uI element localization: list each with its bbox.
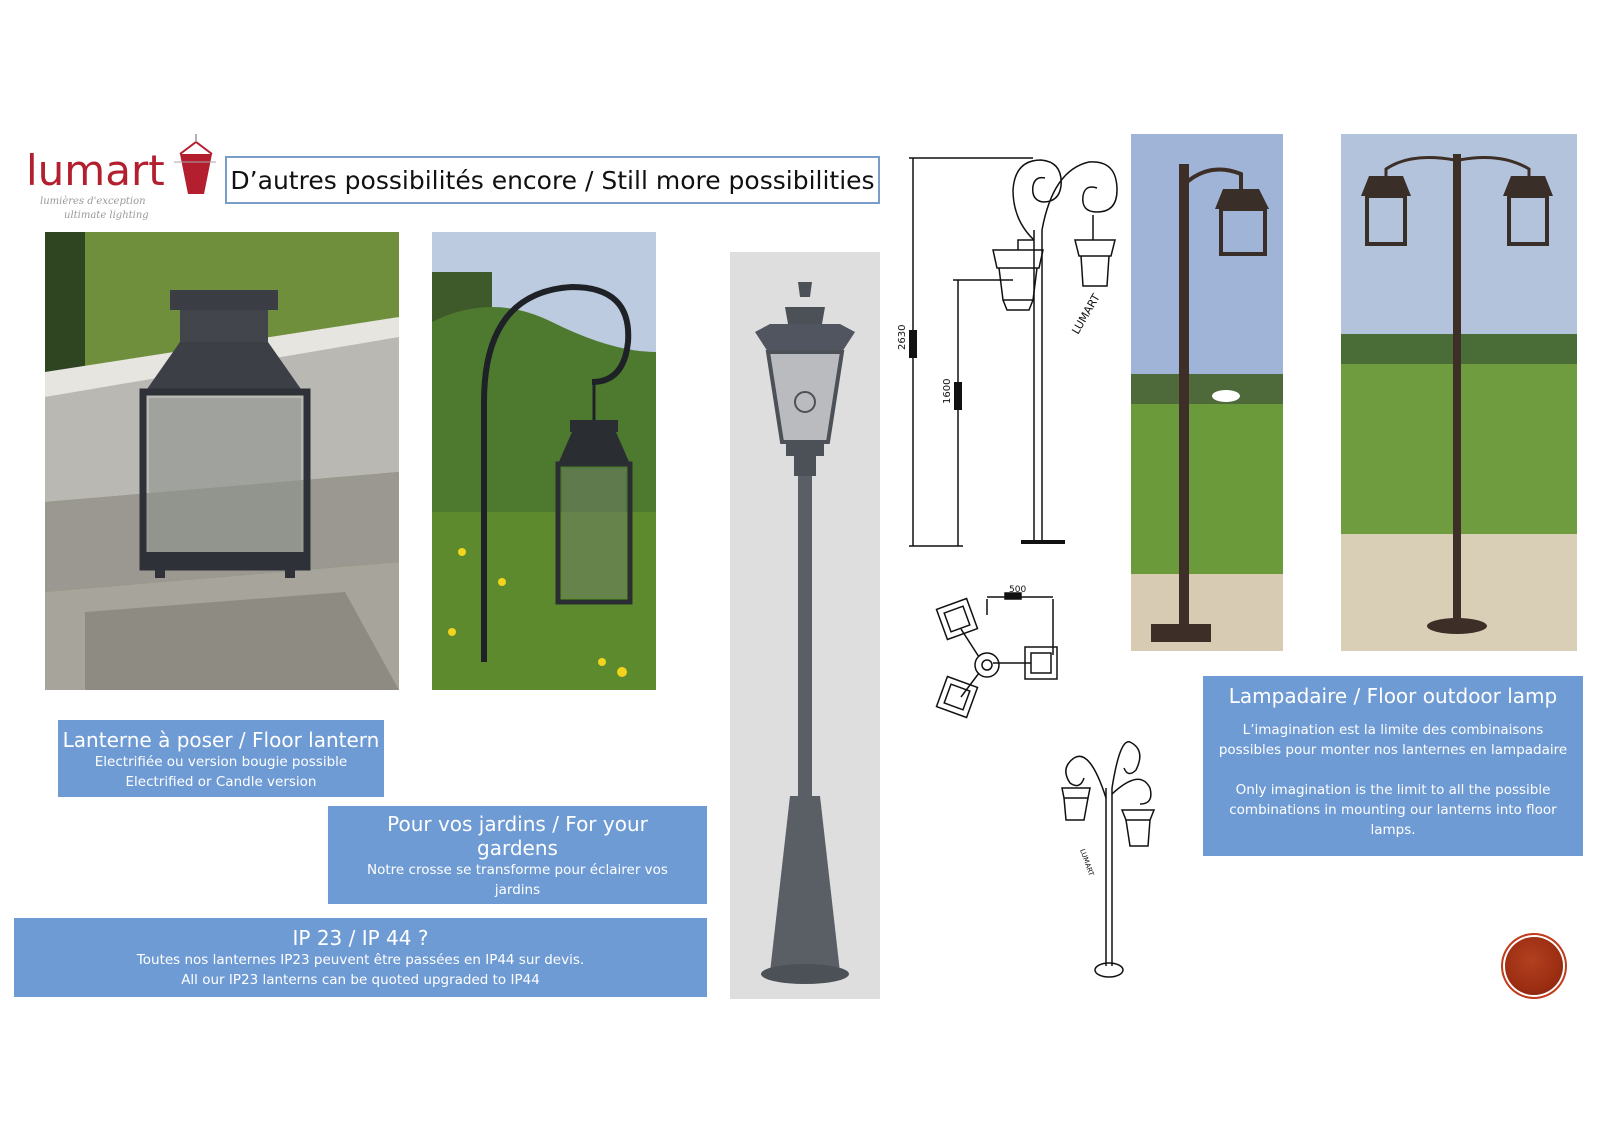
photo-floor-lantern [45,232,399,690]
lumart-logo [22,126,202,230]
dim-height-total: 2630 [897,324,908,350]
box-floor-lantern [58,720,384,797]
photo-garden-hook [432,232,656,690]
photo-single-arm-post [1131,134,1283,651]
gardens-heading: Pour vos jardins / For your gardens [387,812,648,860]
ip-line-2: All our IP23 lanterns can be quoted upgraded to IP44 [181,972,540,988]
floor-lantern-image [45,232,399,690]
box-gardens [328,806,707,918]
drawing-elevation [897,150,1123,550]
floor-lamp-para-en: Only imagination is the limit to all the possible combinations in mounting our lanterns into floor lamps. [1229,782,1557,838]
double-arm-post-image [1341,134,1577,651]
photo-lamp-post [730,252,880,999]
ip-heading: IP 23 / IP 44 ? [292,926,429,950]
floor-lantern-line-1: Electrifiée ou version bougie possible [94,754,348,770]
single-arm-post-image [1131,134,1283,651]
floor-lamp-heading: Lampadaire / Floor outdoor lamp [1228,684,1558,708]
perspective-drawing [1050,728,1165,990]
garden-hook-image [432,232,656,690]
floor-lantern-line-2: Electrified or Candle version [125,774,317,790]
decorative-circle-badge [1505,937,1563,995]
box-ip-rating [14,918,707,997]
sketch-brand-mark: LUMART [1078,847,1096,878]
dim-height-arm: 1600 [942,378,953,404]
dim-width: 500 [1009,585,1027,595]
gardens-line-1: Notre crosse se transforme pour éclairer vos jardins [367,862,668,898]
gardens-line-2: Our cross can become a Shepherd’s hook for a [359,902,676,918]
ip-line-1: Toutes nos lanternes IP23 peuvent être passées en IP44 sur devis. [136,952,585,968]
plan-view-drawing [935,585,1065,730]
lamp-post-image [730,252,880,999]
logo-wordmark: lumart [26,146,165,195]
box-floor-outdoor-lamp [1203,676,1583,856]
logo-tagline-fr: lumières d'exception [40,196,146,207]
logo-lantern-icon [172,132,218,202]
elevation-drawing [897,150,1123,550]
drawing-plan-view [935,585,1065,730]
logo-tagline-en: ultimate lighting [64,210,149,221]
page-title: D’autres possibilités encore / Still more possibilities [225,156,880,204]
photo-double-arm-post [1341,134,1577,651]
drawing-brand-mark: LUMART [1069,291,1103,337]
drawing-perspective [1050,728,1165,990]
floor-lamp-para-fr: L’imagination est la limite des combinaisons possibles pour monter nos lanternes en lampadaire [1218,722,1568,758]
floor-lantern-heading: Lanterne à poser / Floor lantern [62,728,380,752]
